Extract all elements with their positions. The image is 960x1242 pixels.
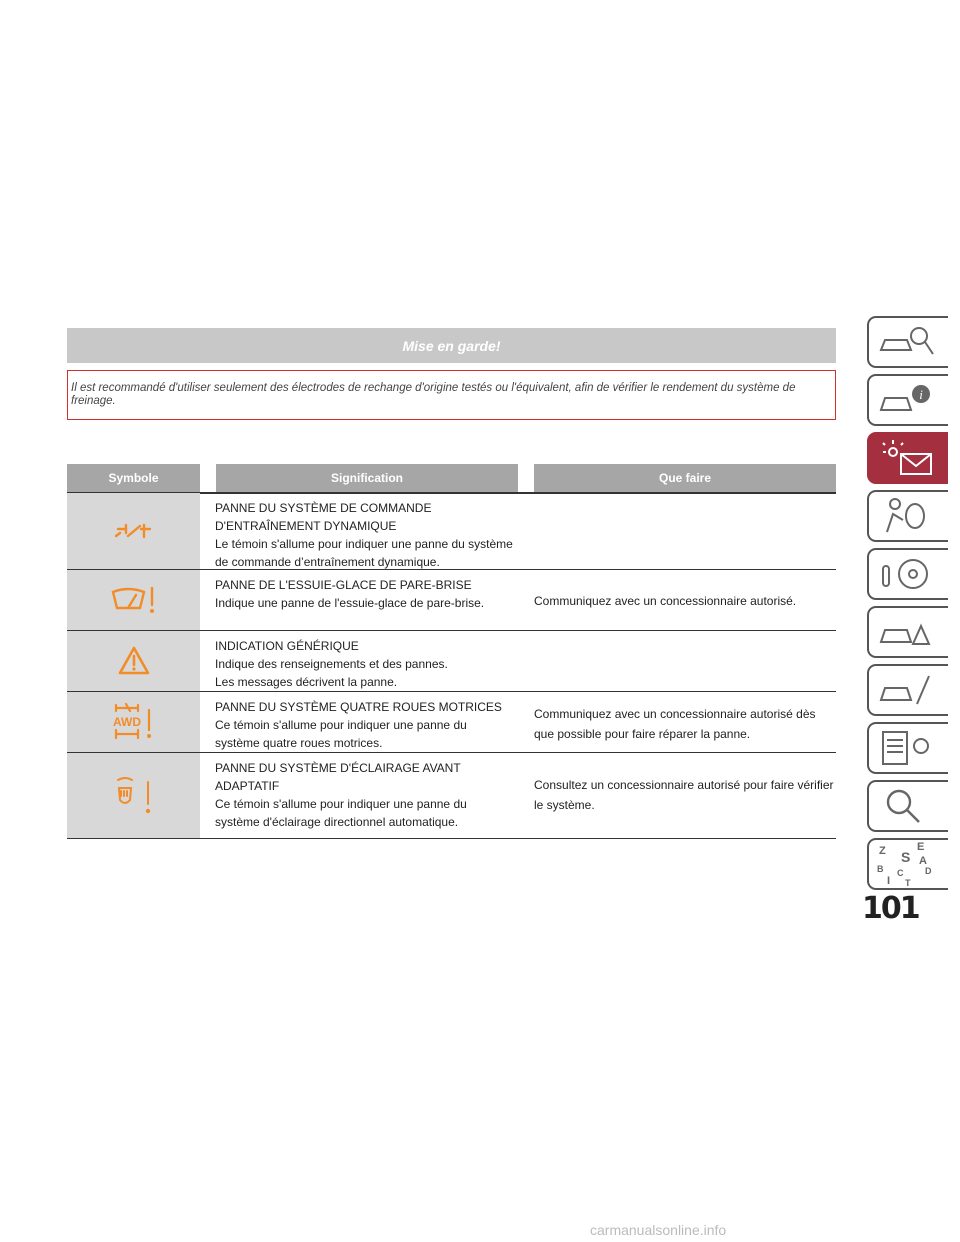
meaning-cell: PANNE DU SYSTÈME DE COMMANDE D'ENTRAÎNEMENT DYNAMIQUE Le témoin s'allume pour indiquer une panne du système de commande d’entraînement dynamique.: [215, 501, 513, 569]
steering-icon: [877, 552, 937, 596]
tab-car-inspect[interactable]: [867, 316, 948, 368]
table-row: [67, 631, 836, 692]
dynamic-drive-control-icon: [114, 521, 154, 541]
adaptive-headlight-fault-icon: [112, 774, 156, 818]
car-inspect-icon: [877, 320, 937, 364]
table-header: [67, 464, 836, 494]
svg-text:AWD: AWD: [112, 715, 141, 729]
tab-warning-lights[interactable]: [867, 432, 948, 484]
svg-text:C: C: [897, 868, 904, 878]
tab-car-info[interactable]: [867, 374, 948, 426]
table-row: [67, 692, 836, 753]
svg-text:S: S: [901, 849, 911, 865]
table-row: [67, 493, 836, 570]
watermark: carmanualsonline.info: [590, 1222, 727, 1238]
meaning-cell: INDICATION GÉNÉRIQUE Indique des renseignements et des pannes. Les messages décrivent la panne.: [215, 639, 448, 689]
svg-text:E: E: [917, 841, 925, 853]
tab-car-emergency[interactable]: [867, 606, 948, 658]
specs-icon: [877, 726, 937, 770]
page-number: 101: [862, 891, 919, 926]
warning-title: Mise en garde!: [67, 328, 836, 363]
wiper-fault-icon: [110, 584, 158, 616]
svg-text:I: I: [887, 875, 891, 887]
svg-text:T: T: [905, 878, 911, 888]
awd-fault-icon: [112, 702, 156, 742]
header-symbol: Symbole: [67, 464, 200, 492]
index-icon: [873, 840, 937, 888]
svg-text:Z: Z: [879, 845, 886, 857]
car-info-icon: [877, 378, 937, 422]
tab-search[interactable]: [867, 780, 948, 832]
svg-text:D: D: [925, 866, 932, 876]
action-cell: Communiquez avec un concessionnaire autorisé dès que possible pour faire réparer la panne.: [534, 707, 816, 741]
tab-steering[interactable]: [867, 548, 948, 600]
header-meaning: Signification: [216, 464, 518, 492]
tab-car-service[interactable]: [867, 664, 948, 716]
svg-text:A: A: [919, 855, 927, 867]
svg-text:B: B: [877, 864, 884, 874]
table-row: [67, 753, 836, 839]
car-emergency-icon: [877, 610, 937, 654]
search-icon: [877, 784, 937, 828]
tab-index[interactable]: [867, 838, 948, 890]
svg-text:i: i: [919, 387, 923, 402]
meaning-cell: PANNE DU SYSTÈME QUATRE ROUES MOTRICES Ce témoin s'allume pour indiquer une panne du système quatre roues motrices.: [215, 700, 502, 750]
meaning-cell: PANNE DU SYSTÈME D'ÉCLAIRAGE AVANT ADAPTATIF Ce témoin s'allume pour indiquer une panne du système d'éclairage directionnel automatique.: [215, 761, 467, 829]
header-action: Que faire: [534, 464, 836, 492]
tab-specs[interactable]: [867, 722, 948, 774]
warning-text: Il est recommandé d'utiliser seulement des électrodes de rechange d'origine testés ou l'équivalent, afin de vérifier le rendement du système de freinage.: [67, 370, 836, 420]
warning-triangle-icon: [117, 645, 151, 677]
warning-lights-icon: [875, 436, 939, 480]
table-row: [67, 570, 836, 631]
airbag-icon: [877, 494, 937, 538]
tab-airbag[interactable]: [867, 490, 948, 542]
meaning-cell: PANNE DE L'ESSUIE-GLACE DE PARE-BRISE Indique une panne de l'essuie-glace de pare-brise.: [215, 578, 485, 610]
action-cell: Communiquez avec un concessionnaire autorisé.: [534, 594, 797, 608]
car-service-icon: [877, 668, 937, 712]
action-cell: Consultez un concessionnaire autorisé pour faire vérifier le système.: [534, 778, 834, 812]
